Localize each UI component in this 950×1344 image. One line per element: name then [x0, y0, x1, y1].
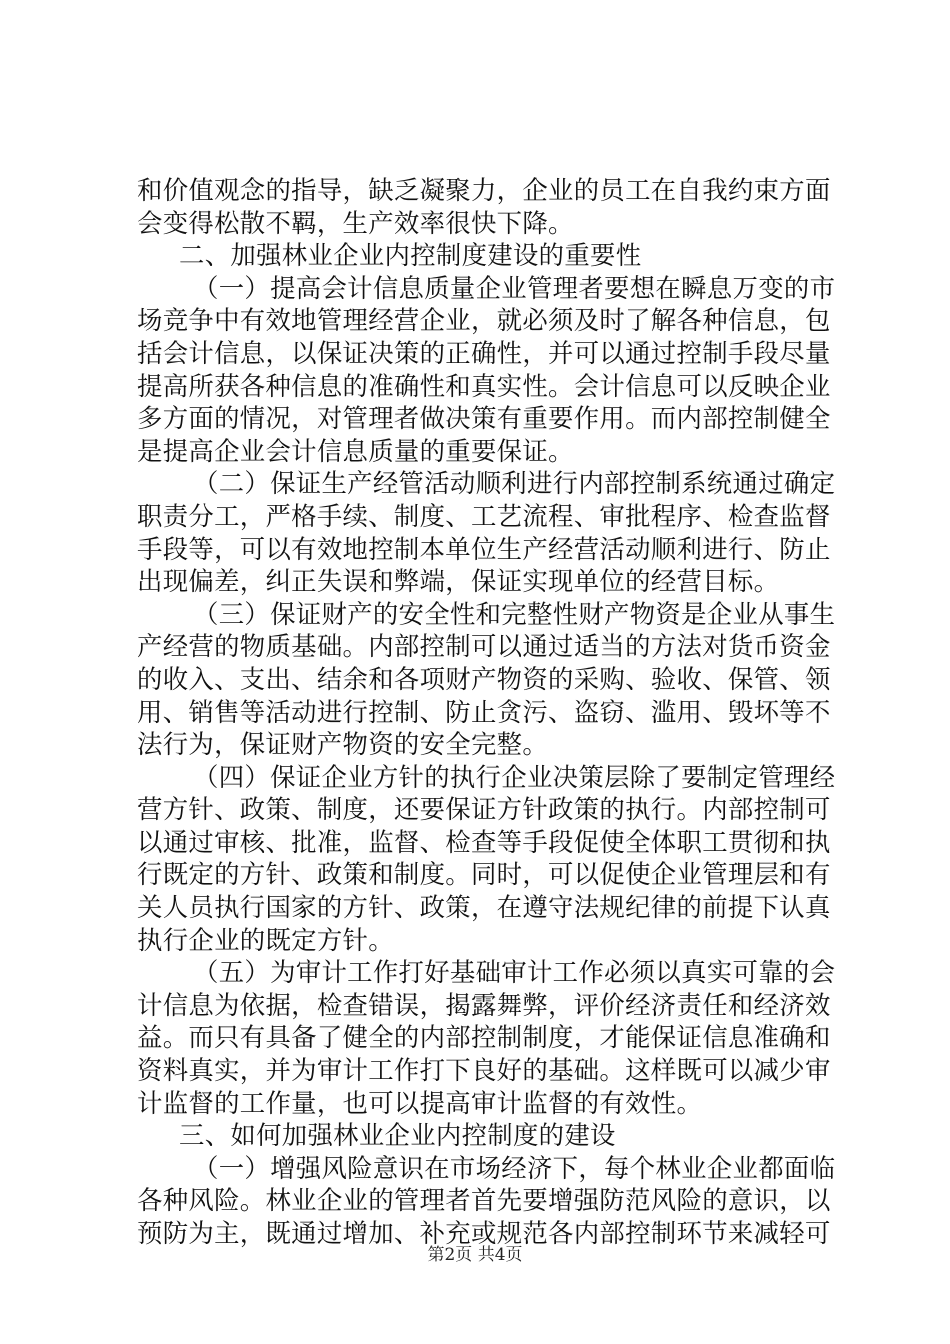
body-line: 会变得松散不羁，生产效率很快下降。	[137, 207, 574, 238]
paragraph-start: （三）保证财产的安全性和完整性财产物资是企业从事生	[193, 598, 836, 629]
body-line: 职责分工，严格手续、制度、工艺流程、审批程序、检查监督	[137, 500, 831, 531]
body-line: 计信息为依据，检查错误，揭露舞弊，评价经济责任和经济效	[137, 989, 831, 1020]
body-line: 行既定的方针、政策和制度。同时，可以促使企业管理层和有	[137, 859, 831, 890]
body-line: 各种风险。林业企业的管理者首先要增强防范风险的意识，以	[137, 1185, 831, 1216]
paragraph-start: （二）保证生产经管活动顺利进行内部控制系统通过确定	[193, 468, 836, 499]
page-number-footer: 第2页 共4页	[427, 1245, 523, 1265]
body-line: 手段等，可以有效地控制本单位生产经营活动顺利进行、防止	[137, 533, 831, 564]
paragraph-start: （一）提高会计信息质量企业管理者要想在瞬息万变的市	[193, 272, 836, 303]
document-body	[137, 174, 836, 1250]
body-line: 是提高企业会计信息质量的重要保证。	[137, 435, 574, 466]
body-line: 以通过审核、批准，监督、检查等手段促使全体职工贯彻和执	[137, 826, 831, 857]
body-line: 和价值观念的指导，缺乏凝聚力，企业的员工在自我约束方面	[137, 175, 831, 205]
body-line: 营方针、政策、制度，还要保证方针政策的执行。内部控制可	[137, 794, 831, 825]
body-line: 括会计信息，以保证决策的正确性，并可以通过控制手段尽量	[137, 337, 831, 368]
section-heading: 二、加强林业企业内控制度建设的重要性	[179, 240, 642, 271]
body-line: 出现偏差，纠正失误和弊端，保证实现单位的经营目标。	[137, 566, 780, 597]
body-line: 益。而只有具备了健全的内部控制制度，才能保证信息准确和	[137, 1022, 831, 1053]
body-line: 计监督的工作量，也可以提高审计监督的有效性。	[137, 1087, 703, 1118]
body-line: 关人员执行国家的方针、政策，在遵守法规纪律的前提下认真	[137, 892, 831, 923]
section-heading: 三、如何加强林业企业内控制度的建设	[179, 1120, 616, 1151]
paragraph-start: （四）保证企业方针的执行企业决策层除了要制定管理经	[193, 761, 836, 792]
body-line: 的收入、支出、结余和各项财产物资的采购、验收、保管、领	[137, 663, 831, 694]
body-line: 场竞争中有效地管理经营企业，就必须及时了解各种信息，包	[137, 305, 831, 336]
body-line: 提高所获各种信息的准确性和真实性。会计信息可以反映企业	[137, 370, 831, 401]
paragraph-start: （一）增强风险意识在市场经济下，每个林业企业都面临	[193, 1152, 836, 1183]
paragraph-start: （五）为审计工作打好基础审计工作必须以真实可靠的会	[193, 957, 836, 988]
body-line: 产经营的物质基础。内部控制可以通过适当的方法对货币资金	[137, 631, 831, 662]
body-line: 预防为主，既通过增加、补充或规范各内部控制环节来减轻可	[137, 1218, 831, 1248]
body-line: 多方面的情况，对管理者做决策有重要作用。而内部控制健全	[137, 403, 831, 434]
body-line: 执行企业的既定方针。	[137, 924, 394, 955]
body-line: 用、销售等活动进行控制、防止贪污、盗窃、滥用、毁坏等不	[137, 696, 831, 727]
body-line: 资料真实，并为审计工作打下良好的基础。这样既可以减少审	[137, 1055, 831, 1086]
body-line: 法行为，保证财产物资的安全完整。	[137, 729, 549, 760]
